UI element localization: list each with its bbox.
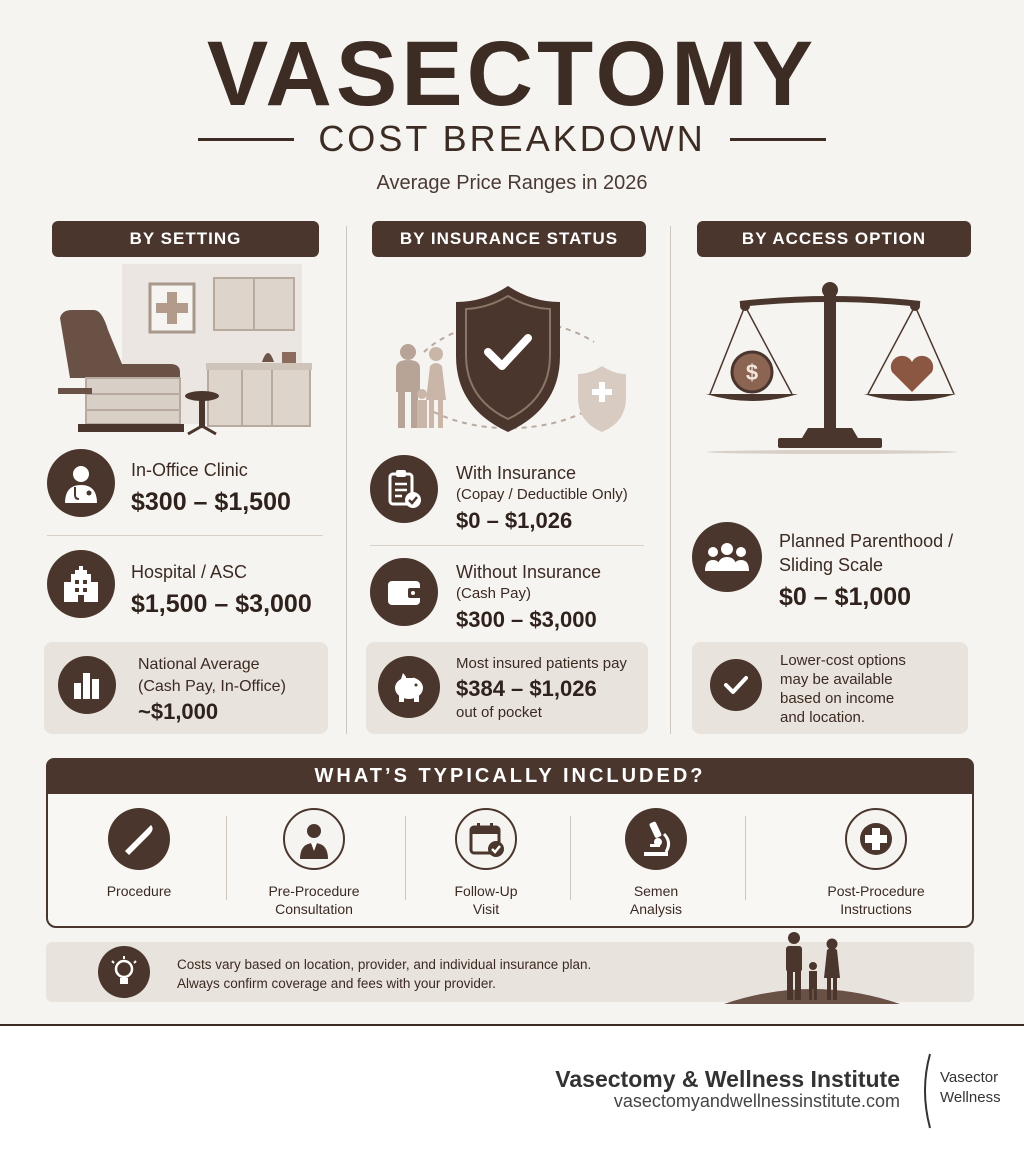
insurance-item-price: $0 – $1,026 — [456, 508, 573, 533]
hospital-icon — [47, 550, 115, 618]
disclaimer-text: Costs vary based on location, provider, and individual insurance plan. Always confirm coverage and fees with your provider. — [177, 957, 592, 991]
national-average-sublabel: (Cash Pay, In-Office) — [138, 678, 286, 695]
lightbulb-icon — [98, 946, 150, 998]
medical-cross-icon — [845, 808, 907, 870]
family-silhouette-icon — [724, 930, 900, 1004]
included-item-semen-analysis — [576, 808, 736, 918]
doctor-icon — [47, 449, 115, 517]
included-item-instructions — [796, 808, 956, 918]
included-item-procedure — [59, 808, 219, 900]
setting-item-price: $300 – $1,500 — [131, 488, 291, 516]
tagline: Average Price Ranges in 2026 — [376, 172, 648, 194]
access-item-label: Planned Parenthood / — [779, 531, 954, 551]
column-divider-1 — [346, 226, 347, 734]
scalpel-icon — [108, 808, 170, 870]
insurance-item-price: $300 – $3,000 — [456, 607, 597, 632]
page-title: VASECTOMY — [206, 23, 818, 125]
exam-room-illustration — [50, 262, 320, 442]
included-divider — [745, 816, 746, 900]
setting-item-price: $1,500 – $3,000 — [131, 590, 312, 618]
doctor-icon — [283, 808, 345, 870]
shield-family-illustration — [384, 282, 634, 452]
included-header: WHAT’S TYPICALLY INCLUDED? — [46, 758, 974, 794]
included-item-label: Post-Procedure Instructions — [827, 883, 925, 918]
included-item-consultation — [234, 808, 394, 918]
insurance-item-label: Without Insurance — [456, 562, 602, 582]
lower-cost-text-4: and location. — [780, 709, 866, 726]
column-header-access: BY ACCESS OPTION — [697, 221, 971, 257]
insured-pay-sublabel: out of pocket — [456, 704, 542, 721]
included-item-label: Follow-Up Visit — [454, 883, 518, 918]
national-average-label: National Average — [138, 656, 260, 673]
svg-text:$: $ — [745, 360, 759, 385]
insurance-item-label: With Insurance — [456, 463, 577, 483]
logo-swoosh-icon — [920, 1052, 934, 1130]
bar-chart-icon — [58, 656, 116, 714]
setting-item-label: Hospital / ASC — [131, 562, 248, 582]
national-average-price: ~$1,000 — [138, 699, 219, 724]
column-header-setting: BY SETTING — [52, 221, 319, 257]
clipboard-check-icon — [370, 455, 438, 523]
lower-cost-text-2: may be available — [780, 671, 893, 688]
footer-logo-text: Vasector Wellness — [940, 1069, 1001, 1106]
wallet-icon — [370, 558, 438, 626]
lower-cost-text-1: Lower-cost options — [780, 652, 906, 669]
access-item-sublabel: Sliding Scale — [779, 555, 884, 575]
insurance-item-sublabel: (Copay / Deductible Only) — [456, 486, 628, 503]
piggy-bank-icon — [378, 656, 440, 718]
subtitle-rule-right — [730, 138, 826, 141]
insured-pay-price: $384 – $1,026 — [456, 676, 597, 701]
balance-scale-illustration — [700, 280, 970, 458]
calendar-check-icon — [455, 808, 517, 870]
page-subtitle: COST BREAKDOWN — [318, 118, 706, 159]
footer-organization-name: Vasectomy & Wellness Institute — [555, 1066, 900, 1092]
row-divider — [47, 535, 323, 536]
included-divider — [570, 816, 571, 900]
lower-cost-text-3: based on income — [780, 690, 895, 707]
included-divider — [226, 816, 227, 900]
group-icon — [692, 522, 762, 592]
row-divider — [370, 545, 644, 546]
included-item-label: Pre-Procedure Consultation — [268, 883, 360, 918]
included-item-follow-up — [406, 808, 566, 918]
included-item-label: Procedure — [106, 883, 172, 899]
column-header-insurance: BY INSURANCE STATUS — [372, 221, 646, 257]
insured-pay-label: Most insured patients pay — [456, 655, 627, 672]
footer-website-link[interactable]: vasectomyandwellnessinstitute.com — [613, 1091, 900, 1111]
access-item-price: $0 – $1,000 — [779, 583, 912, 611]
included-item-label: Semen Analysis — [629, 883, 683, 918]
insurance-item-sublabel: (Cash Pay) — [456, 585, 532, 602]
microscope-icon — [625, 808, 687, 870]
column-divider-2 — [670, 226, 671, 734]
check-icon — [710, 659, 762, 711]
setting-item-label: In-Office Clinic — [131, 460, 248, 480]
